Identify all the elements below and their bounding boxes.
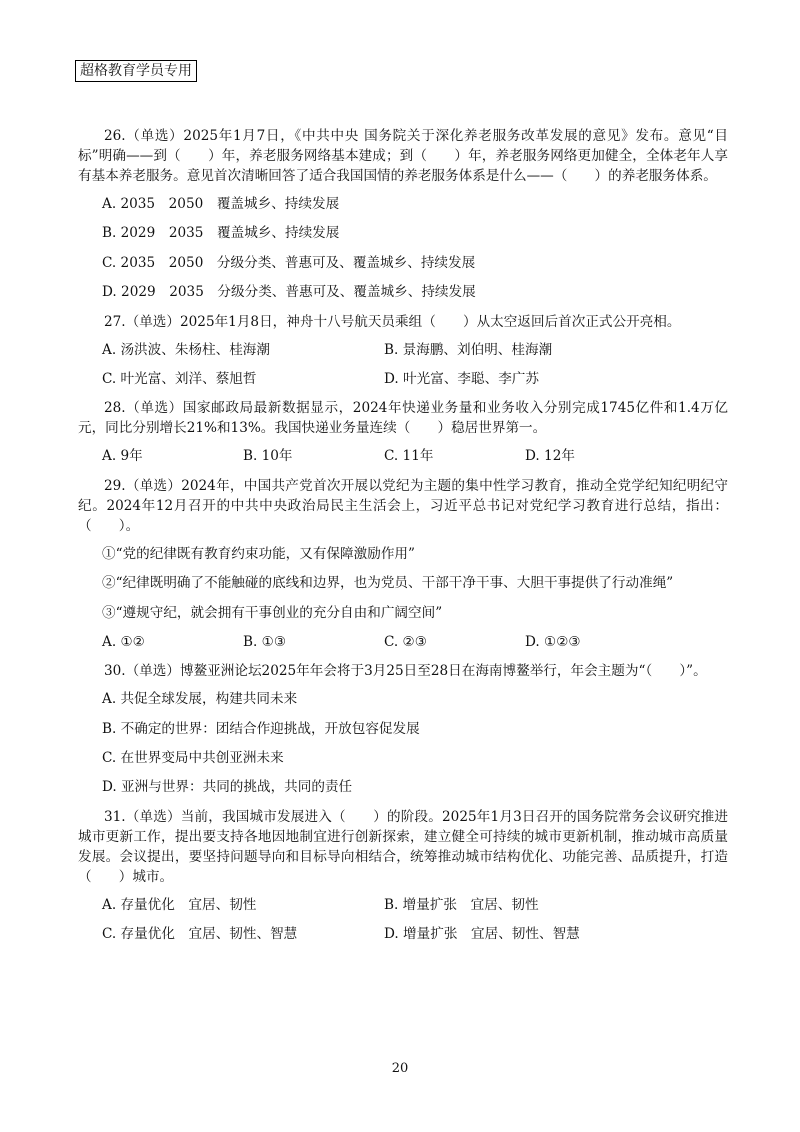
option-c: C. 在世界变局中共创亚洲未来: [102, 750, 284, 767]
question-stem: 27.（单选）2025年1月8日，神舟十八号航天员乘组（ ）从太空返回后首次正式公开亮相。: [104, 313, 681, 330]
question-stem: 29.（单选）2024年，中国共产党首次开展以党纪为主题的集中性学习教育，推动全党学纪知纪明纪守纪。2024年12月召开的中共中央政治局民主生活会上，习近平总书记对党纪学习教育进行总结，指出：（ ）。: [78, 477, 728, 534]
header-label: 超格教育学员专用: [75, 60, 197, 82]
option-c: C. 叶光富、刘洋、蔡旭哲: [102, 370, 257, 387]
option-a: A. 汤洪波、朱杨柱、桂海潮: [102, 341, 270, 358]
statement-3: ③“遵规守纪，就会拥有干事创业的充分自由和广阔空间”: [102, 604, 443, 621]
option-b: B. 10年: [243, 448, 293, 465]
option-b: B. ①③: [243, 633, 287, 650]
question-stem: 30.（单选）博鳌亚洲论坛2025年年会将于3月25日至28日在海南博鳌举行，年会主题为“（ ）”。: [104, 663, 707, 680]
question-list: [78, 126, 728, 954]
option-b: B. 2029 2035 覆盖城乡、持续发展: [102, 225, 340, 242]
question-stem: 28.（单选）国家邮政局最新数据显示，2024年快递业务量和业务收入分别完成1745亿件和1.4万亿元，同比分别增长21%和13%。我国快递业务量连续（ ）稳居世界第一。: [78, 400, 728, 437]
option-b: B. 景海鹏、刘伯明、桂海潮: [384, 341, 553, 358]
question-stem: 26.（单选）2025年1月7日，《中共中央 国务院关于深化养老服务改革发展的意见》发布。意见“目标”明确——到（ ）年，养老服务网络基本建成；到（ ）年，养老服务网络更加健全，全体老年人享有基本养老服务。意见首次清晰回答了适合我国国情的养老服务体系是什么——（ ）的养老服务体系。: [78, 128, 728, 184]
option-c: C. 11年: [384, 448, 434, 465]
option-row: [102, 340, 728, 360]
option-row: [102, 895, 728, 915]
option-a: A. 共促全球发展，构建共同未来: [102, 691, 298, 708]
question-28: [78, 398, 728, 466]
option-row: [102, 446, 728, 466]
question-29: [78, 476, 728, 652]
statement-1: ①“党的纪律既有教育约束功能，又有保障激励作用”: [102, 545, 415, 562]
option-d: D. 12年: [525, 448, 575, 465]
option-row: [102, 632, 728, 652]
question-27: [78, 312, 728, 389]
question-31: [78, 807, 728, 944]
question-26: [78, 126, 728, 302]
statement-2: ②“纪律既明确了不能触碰的底线和边界，也为党员、干部干净干事、大胆干事提供了行动准绳”: [102, 575, 674, 592]
question-stem: 31.（单选）当前，我国城市发展进入（ ）的阶段。2025年1月3日召开的国务院常务会议研究推进城市更新工作，提出要支持各地因地制宜进行创新探索，建立健全可持续的城市更新机制，推动城市高质量发展。会议提出，要坚持问题导向和目标导向相结合，统筹推动城市结构优化、功能完善、品质提升，打造（ ）城市。: [78, 808, 728, 885]
option-a: A. ①②: [102, 633, 145, 650]
option-a: A. 存量优化 宜居、韧性: [102, 896, 257, 913]
option-b: B. 不确定的世界：团结合作迎挑战，开放包容促发展: [102, 720, 420, 737]
option-row: [102, 369, 728, 389]
option-d: D. ①②③: [525, 633, 581, 650]
option-c: C. ②③: [384, 633, 427, 650]
option-c: C. 存量优化 宜居、韧性、智慧: [102, 926, 298, 943]
option-c: C. 2035 2050 分级分类、普惠可及、覆盖城乡、持续发展: [102, 254, 476, 271]
option-a: A. 2035 2050 覆盖城乡、持续发展: [102, 196, 340, 212]
page-number: 20: [391, 1061, 409, 1076]
option-b: B. 增量扩张 宜居、韧性: [384, 896, 539, 913]
option-a: A. 9年: [102, 448, 143, 465]
option-d: D. 2029 2035 分级分类、普惠可及、覆盖城乡、持续发展: [102, 284, 476, 301]
option-d: D. 增量扩张 宜居、韧性、智慧: [384, 926, 580, 943]
option-row: [102, 924, 728, 944]
option-d: D. 亚洲与世界：共同的挑战，共同的责任: [102, 779, 353, 796]
option-d: D. 叶光富、李聪、李广苏: [384, 370, 539, 387]
question-30: [78, 661, 728, 797]
